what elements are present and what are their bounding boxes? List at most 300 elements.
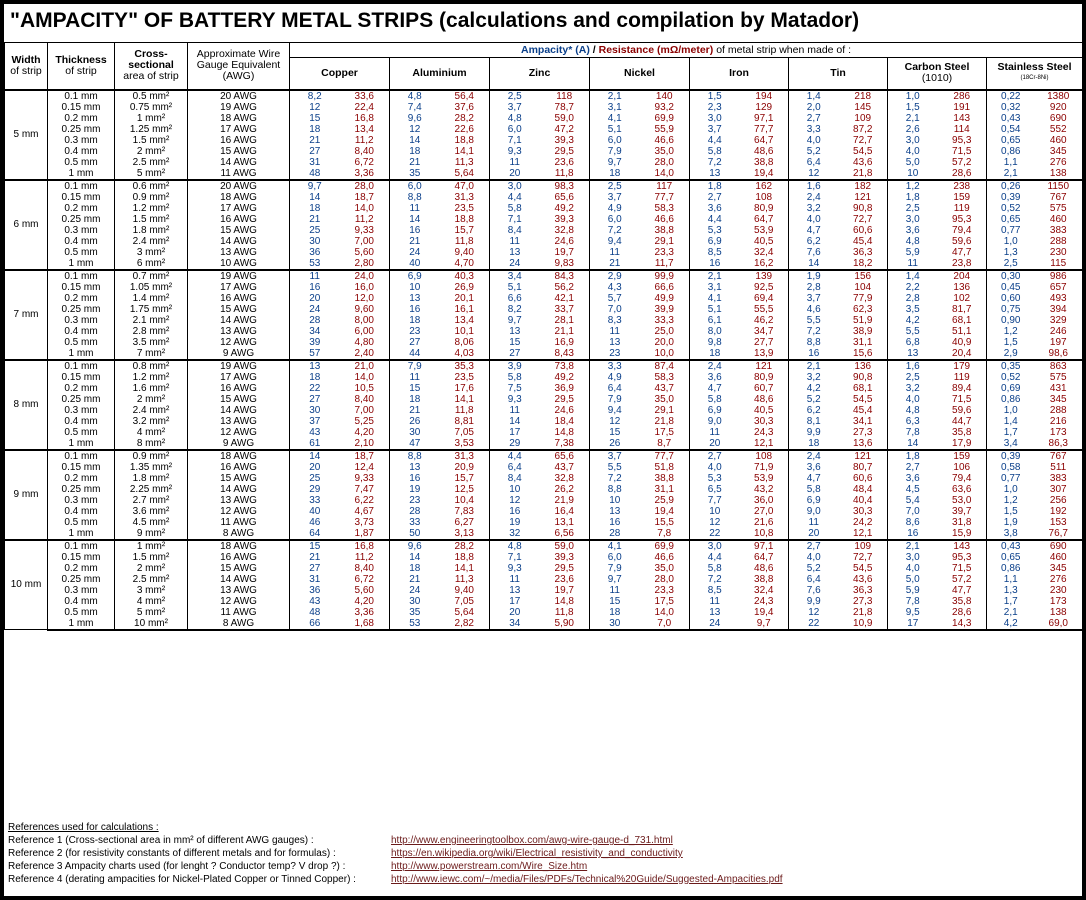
ampacity-cell: 1,5 — [888, 102, 938, 113]
strip-width: 6 mm — [5, 180, 48, 270]
ampacity-cell: 11 — [789, 517, 839, 528]
thickness-cell: 0.1 mm — [48, 540, 115, 552]
ampacity-cell: 5,8 — [490, 372, 540, 383]
ampacity-cell: 2,8 — [789, 282, 839, 293]
resistance-cell: 33,6 — [340, 90, 390, 102]
table-row — [5, 540, 1083, 552]
ampacity-cell: 0,86 — [987, 394, 1035, 405]
ampacity-cell: 8,8 — [390, 192, 440, 203]
ampacity-cell: 24 — [290, 304, 340, 315]
ampacity-cell: 15 — [290, 540, 340, 552]
ampacity-cell: 5,2 — [789, 146, 839, 157]
resistance-cell: 58,3 — [640, 203, 690, 214]
resistance-cell: 153 — [1035, 517, 1083, 528]
ampacity-cell: 21 — [390, 405, 440, 416]
ampacity-cell: 7,8 — [888, 596, 938, 607]
ampacity-cell: 3,4 — [987, 438, 1035, 450]
resistance-cell: 31,1 — [839, 337, 888, 348]
ampacity-cell: 28 — [590, 528, 640, 540]
ampacity-cell: 1,6 — [888, 360, 938, 372]
resistance-cell: 3,36 — [340, 607, 390, 618]
resistance-cell: 48,6 — [740, 146, 789, 157]
resistance-cell: 22,4 — [340, 102, 390, 113]
resistance-cell: 863 — [1035, 360, 1083, 372]
awg-cell: 15 AWG — [188, 394, 290, 405]
ampacity-cell: 0,69 — [987, 383, 1035, 394]
metal-header-stainless-steel — [987, 58, 1083, 90]
thickness-cell: 0.15 mm — [48, 282, 115, 293]
resistance-cell: 59,0 — [540, 113, 590, 124]
ampacity-cell: 0,77 — [987, 473, 1035, 484]
ampacity-cell: 12 — [789, 607, 839, 618]
thickness-cell: 1 mm — [48, 528, 115, 540]
resistance-cell: 276 — [1035, 157, 1083, 168]
ampacity-cell: 8,0 — [690, 326, 740, 337]
table-row — [5, 146, 1083, 157]
resistance-cell: 57,2 — [938, 157, 987, 168]
resistance-cell: 35,0 — [640, 563, 690, 574]
resistance-cell: 7,47 — [340, 484, 390, 495]
resistance-cell: 256 — [1035, 495, 1083, 506]
ampacity-cell: 2,4 — [789, 450, 839, 462]
ampacity-cell: 12 — [590, 416, 640, 427]
ampacity-cell: 28 — [290, 315, 340, 326]
resistance-cell: 20,9 — [440, 462, 490, 473]
resistance-cell: 1150 — [1035, 180, 1083, 192]
ampacity-cell: 20 — [290, 293, 340, 304]
ampacity-cell: 1,5 — [987, 506, 1035, 517]
ampacity-cell: 22 — [290, 383, 340, 394]
ampacity-cell: 16 — [590, 517, 640, 528]
table-row — [5, 618, 1083, 630]
resistance-cell: 55,9 — [640, 124, 690, 135]
resistance-cell: 19,7 — [540, 247, 590, 258]
ampacity-cell: 18 — [590, 607, 640, 618]
resistance-cell: 53,9 — [740, 225, 789, 236]
ampacity-cell: 4,9 — [590, 203, 640, 214]
header-awg-l1: Approximate Wire — [196, 48, 281, 61]
ampacity-cell: 9,3 — [490, 563, 540, 574]
resistance-cell: 40,5 — [740, 405, 789, 416]
ampacity-cell: 7,0 — [590, 304, 640, 315]
ampacity-cell: 3,0 — [888, 135, 938, 146]
header-awg-l3: (AWG) — [222, 70, 255, 83]
resistance-cell: 80,7 — [839, 462, 888, 473]
resistance-cell: 29,5 — [540, 394, 590, 405]
resistance-cell: 80,9 — [740, 203, 789, 214]
ampacity-cell: 21 — [390, 157, 440, 168]
resistance-cell: 345 — [1035, 146, 1083, 157]
resistance-cell: 71,5 — [938, 563, 987, 574]
resistance-cell: 17,5 — [640, 427, 690, 438]
resistance-cell: 16,9 — [540, 337, 590, 348]
table-row — [5, 225, 1083, 236]
resistance-cell: 71,5 — [938, 394, 987, 405]
awg-cell: 11 AWG — [188, 168, 290, 180]
resistance-cell: 13,4 — [440, 315, 490, 326]
ampacity-cell: 2,1 — [590, 90, 640, 102]
awg-cell: 13 AWG — [188, 495, 290, 506]
ampacity-cell: 25 — [290, 225, 340, 236]
ampacity-cell: 1,9 — [987, 517, 1035, 528]
resistance-cell: 28,2 — [440, 540, 490, 552]
ampacity-cell: 3,8 — [987, 528, 1035, 540]
resistance-cell: 27,3 — [839, 427, 888, 438]
ampacity-cell: 7,6 — [789, 585, 839, 596]
ampacity-cell: 7,2 — [690, 157, 740, 168]
ampacity-cell: 8,5 — [690, 585, 740, 596]
ampacity-cell: 18 — [290, 203, 340, 214]
ampacity-cell: 3,7 — [789, 293, 839, 304]
resistance-cell: 1380 — [1035, 90, 1083, 102]
ampacity-cell: 4,2 — [987, 618, 1035, 630]
table-row — [5, 383, 1083, 394]
ampacity-cell: 4,1 — [690, 293, 740, 304]
ampacity-cell: 5,2 — [789, 563, 839, 574]
resistance-cell: 47,2 — [540, 124, 590, 135]
ampacity-cell: 31 — [290, 157, 340, 168]
ampacity-cell: 0,65 — [987, 552, 1035, 563]
resistance-cell: 19,4 — [640, 506, 690, 517]
ampacity-cell: 43 — [290, 596, 340, 607]
ampacity-cell: 27 — [290, 146, 340, 157]
table-row — [5, 585, 1083, 596]
resistance-cell: 11,2 — [340, 552, 390, 563]
ampacity-cell: 9,6 — [390, 113, 440, 124]
resistance-cell: 159 — [938, 192, 987, 203]
ampacity-cell: 9,4 — [590, 236, 640, 247]
resistance-cell: 18,7 — [340, 192, 390, 203]
resistance-cell: 106 — [938, 462, 987, 473]
area-cell: 1.4 mm² — [115, 293, 188, 304]
awg-cell: 17 AWG — [188, 203, 290, 214]
ampacity-cell: 6,9 — [390, 270, 440, 282]
resistance-cell: 511 — [1035, 462, 1083, 473]
awg-cell: 12 AWG — [188, 596, 290, 607]
ampacity-cell: 9,0 — [690, 416, 740, 427]
ampacity-cell: 13 — [490, 247, 540, 258]
header-width-l2: of strip — [10, 64, 42, 77]
ampacity-cell: 8,2 — [490, 304, 540, 315]
resistance-cell: 12,0 — [340, 293, 390, 304]
awg-cell: 15 AWG — [188, 146, 290, 157]
ampacity-cell: 18 — [390, 394, 440, 405]
thickness-cell: 0.15 mm — [48, 462, 115, 473]
resistance-cell: 12,1 — [839, 528, 888, 540]
ampacity-cell: 3,7 — [490, 102, 540, 113]
resistance-cell: 23,5 — [440, 372, 490, 383]
ampacity-cell: 3,0 — [888, 214, 938, 225]
thickness-cell: 1 mm — [48, 168, 115, 180]
awg-cell: 13 AWG — [188, 326, 290, 337]
thickness-cell: 0.4 mm — [48, 416, 115, 427]
ampacity-cell: 0,22 — [987, 90, 1035, 102]
resistance-cell: 77,9 — [839, 293, 888, 304]
ampacity-cell: 3,0 — [888, 552, 938, 563]
resistance-cell: 46,6 — [640, 135, 690, 146]
ampacity-cell: 6,4 — [789, 157, 839, 168]
ampacity-cell: 4,0 — [690, 462, 740, 473]
ampacity-cell: 15 — [590, 596, 640, 607]
reference-link[interactable]: http://www.engineeringtoolbox.com/awg-wire-gauge-d_731.html — [391, 835, 673, 846]
ampacity-cell: 36 — [290, 585, 340, 596]
ampacity-cell: 29 — [290, 484, 340, 495]
table-row — [5, 236, 1083, 247]
ampacity-cell: 4,4 — [490, 450, 540, 462]
resistance-cell: 345 — [1035, 563, 1083, 574]
ampacity-cell: 11 — [888, 258, 938, 270]
resistance-cell: 230 — [1035, 585, 1083, 596]
resistance-cell: 143 — [938, 540, 987, 552]
ampacity-cell: 0,32 — [987, 102, 1035, 113]
table-row — [5, 270, 1083, 282]
resistance-cell: 26,9 — [440, 282, 490, 293]
thickness-cell: 0.4 mm — [48, 596, 115, 607]
ampacity-cell: 4,4 — [690, 214, 740, 225]
area-cell: 3.2 mm² — [115, 416, 188, 427]
ampacity-cell: 0,58 — [987, 462, 1035, 473]
ampacity-cell: 11 — [590, 585, 640, 596]
reference-link[interactable]: http://www.iewc.com/~/media/Files/PDFs/Technical%20Guide/Suggested-Ampacities.pdf — [391, 874, 783, 885]
ampacity-cell: 4,8 — [888, 236, 938, 247]
thickness-cell: 0.2 mm — [48, 473, 115, 484]
resistance-cell: 9,40 — [440, 585, 490, 596]
ampacity-cell: 22 — [690, 528, 740, 540]
table-row — [5, 203, 1083, 214]
resistance-cell: 36,3 — [839, 585, 888, 596]
ampacity-cell: 0,77 — [987, 225, 1035, 236]
ampacity-cell: 7,2 — [690, 574, 740, 585]
ampacity-cell: 2,0 — [789, 102, 839, 113]
thickness-cell: 1 mm — [48, 618, 115, 630]
awg-cell: 14 AWG — [188, 484, 290, 495]
resistance-cell: 35,3 — [440, 360, 490, 372]
thickness-cell: 0.25 mm — [48, 484, 115, 495]
ampacity-table — [4, 42, 1083, 631]
awg-cell: 14 AWG — [188, 405, 290, 416]
ampacity-cell: 14 — [789, 258, 839, 270]
resistance-cell: 81,7 — [938, 304, 987, 315]
resistance-cell: 119 — [938, 203, 987, 214]
thickness-cell: 1 mm — [48, 438, 115, 450]
awg-cell: 10 AWG — [188, 258, 290, 270]
resistance-cell: 16,8 — [340, 540, 390, 552]
ampacity-cell: 8,5 — [690, 247, 740, 258]
ampacity-cell: 4,1 — [590, 540, 640, 552]
resistance-cell: 8,40 — [340, 563, 390, 574]
resistance-cell: 920 — [1035, 102, 1083, 113]
ampacity-cell: 36 — [290, 247, 340, 258]
table-row — [5, 416, 1083, 427]
resistance-cell: 28,2 — [440, 113, 490, 124]
ampacity-cell: 3,4 — [490, 270, 540, 282]
resistance-cell: 3,53 — [440, 438, 490, 450]
reference-label: Reference 1 (Cross-sectional area in mm² of different AWG gauges) : — [8, 835, 314, 846]
table-row — [5, 315, 1083, 326]
resistance-cell: 60,6 — [839, 473, 888, 484]
resistance-cell: 5,64 — [440, 168, 490, 180]
references — [8, 821, 1078, 886]
ampacity-cell: 0,90 — [987, 315, 1035, 326]
ampacity-cell: 3,2 — [888, 383, 938, 394]
table-row — [5, 258, 1083, 270]
resistance-cell: 156 — [839, 270, 888, 282]
area-cell: 3.5 mm² — [115, 337, 188, 348]
ampacity-cell: 9,3 — [490, 146, 540, 157]
reference-link[interactable]: http://www.powerstream.com/Wire_Size.htm — [391, 861, 588, 872]
resistance-cell: 34,7 — [740, 326, 789, 337]
ampacity-cell: 17 — [490, 427, 540, 438]
resistance-cell: 76,7 — [1035, 528, 1083, 540]
ampacity-cell: 1,7 — [987, 427, 1035, 438]
ampacity-cell: 5,5 — [888, 326, 938, 337]
area-cell: 1.5 mm² — [115, 135, 188, 146]
metal-header-nickel — [590, 58, 690, 90]
resistance-cell: 54,5 — [839, 563, 888, 574]
ampacity-cell: 9,7 — [590, 157, 640, 168]
ampacity-cell: 1,2 — [987, 326, 1035, 337]
ampacity-cell: 21 — [390, 574, 440, 585]
resistance-cell: 14,0 — [340, 372, 390, 383]
resistance-cell: 21,8 — [839, 168, 888, 180]
ampacity-cell: 7,1 — [490, 135, 540, 146]
resistance-cell: 121 — [839, 192, 888, 203]
ampacity-cell: 13 — [490, 585, 540, 596]
awg-cell: 15 AWG — [188, 225, 290, 236]
reference-link[interactable]: https://en.wikipedia.org/wiki/Electrical_resistivity_and_conductivity — [391, 848, 683, 859]
ampacity-cell: 2,1 — [690, 270, 740, 282]
resistance-cell: 6,00 — [340, 326, 390, 337]
table-row — [5, 180, 1083, 192]
resistance-cell: 45,4 — [839, 405, 888, 416]
ampacity-cell: 1,4 — [888, 270, 938, 282]
resistance-cell: 21,1 — [540, 326, 590, 337]
ampacity-cell: 0,86 — [987, 146, 1035, 157]
awg-cell: 13 AWG — [188, 585, 290, 596]
ampacity-cell: 7,5 — [490, 383, 540, 394]
table-row — [5, 102, 1083, 113]
area-cell: 6 mm² — [115, 258, 188, 270]
area-cell: 0.7 mm² — [115, 270, 188, 282]
resistance-cell: 121 — [839, 450, 888, 462]
resistance-cell: 31,1 — [640, 484, 690, 495]
awg-cell: 18 AWG — [188, 192, 290, 203]
resistance-cell: 121 — [740, 360, 789, 372]
ampacity-cell: 15 — [390, 383, 440, 394]
ampacity-cell: 46 — [290, 517, 340, 528]
thickness-cell: 0.15 mm — [48, 552, 115, 563]
area-cell: 3.6 mm² — [115, 506, 188, 517]
resistance-cell: 7,00 — [340, 405, 390, 416]
area-cell: 1 mm² — [115, 113, 188, 124]
ampacity-cell: 47 — [390, 438, 440, 450]
thickness-cell: 0.1 mm — [48, 90, 115, 102]
awg-cell: 9 AWG — [188, 348, 290, 360]
ampacity-cell: 6,4 — [590, 383, 640, 394]
strip-width: 5 mm — [5, 90, 48, 180]
ampacity-cell: 24 — [390, 247, 440, 258]
ampacity-cell: 40 — [390, 258, 440, 270]
awg-cell: 16 AWG — [188, 462, 290, 473]
ampacity-cell: 4,0 — [789, 214, 839, 225]
resistance-cell: 552 — [1035, 124, 1083, 135]
resistance-cell: 13,9 — [740, 348, 789, 360]
area-cell: 1.5 mm² — [115, 552, 188, 563]
resistance-cell: 29,1 — [640, 236, 690, 247]
resistance-cell: 767 — [1035, 450, 1083, 462]
resistance-cell: 25,9 — [640, 495, 690, 506]
resistance-cell: 23,6 — [540, 157, 590, 168]
resistance-cell: 21,8 — [640, 416, 690, 427]
ampacity-cell: 3,6 — [888, 225, 938, 236]
resistance-cell: 92,5 — [740, 282, 789, 293]
resistance-cell: 690 — [1035, 113, 1083, 124]
header-awg — [188, 43, 290, 90]
ampacity-cell: 27 — [390, 337, 440, 348]
resistance-cell: 460 — [1035, 552, 1083, 563]
resistance-cell: 53,9 — [740, 473, 789, 484]
awg-cell: 9 AWG — [188, 438, 290, 450]
header-area-l3: area of strip — [123, 70, 179, 83]
resistance-cell: 117 — [640, 180, 690, 192]
ampacity-cell: 9,9 — [789, 596, 839, 607]
ampacity-cell: 0,39 — [987, 450, 1035, 462]
table-row — [5, 438, 1083, 450]
resistance-cell: 48,4 — [839, 484, 888, 495]
resistance-cell: 15,5 — [640, 517, 690, 528]
ampacity-cell: 5,8 — [490, 203, 540, 214]
resistance-cell: 139 — [740, 270, 789, 282]
resistance-cell: 89,4 — [938, 383, 987, 394]
area-cell: 5 mm² — [115, 607, 188, 618]
ampacity-cell: 20 — [490, 607, 540, 618]
resistance-cell: 3,13 — [440, 528, 490, 540]
resistance-cell: 43,7 — [540, 462, 590, 473]
resistance-cell: 7,0 — [640, 618, 690, 630]
metal-header-aluminium — [390, 58, 490, 90]
resistance-cell: 6,56 — [540, 528, 590, 540]
resistance-cell: 53,0 — [938, 495, 987, 506]
ampacity-cell: 8,1 — [789, 416, 839, 427]
ampacity-cell: 1,5 — [690, 90, 740, 102]
ampacity-cell: 6,0 — [590, 135, 640, 146]
resistance-cell: 7,05 — [440, 427, 490, 438]
resistance-cell: 460 — [1035, 135, 1083, 146]
ampacity-cell: 5,8 — [690, 146, 740, 157]
reference-row — [8, 847, 1078, 860]
resistance-cell: 8,06 — [440, 337, 490, 348]
resistance-cell: 36,3 — [839, 247, 888, 258]
resistance-cell: 16,8 — [340, 113, 390, 124]
thickness-cell: 0.25 mm — [48, 214, 115, 225]
table-row — [5, 304, 1083, 315]
resistance-cell: 40,5 — [740, 236, 789, 247]
resistance-cell: 90,8 — [839, 372, 888, 383]
ampacity-cell: 9,3 — [490, 394, 540, 405]
resistance-cell: 5,60 — [340, 585, 390, 596]
metal-name: Zinc — [528, 66, 551, 79]
ampacity-cell: 1,2 — [888, 180, 938, 192]
awg-cell: 14 AWG — [188, 574, 290, 585]
metal-name: Aluminium — [412, 66, 467, 79]
ampacity-cell: 15 — [490, 337, 540, 348]
resistance-cell: 43,7 — [640, 383, 690, 394]
ampacity-cell: 17 — [490, 596, 540, 607]
resistance-cell: 51,8 — [640, 462, 690, 473]
ampacity-cell: 0,45 — [987, 282, 1035, 293]
resistance-cell: 657 — [1035, 282, 1083, 293]
table-row — [5, 360, 1083, 372]
